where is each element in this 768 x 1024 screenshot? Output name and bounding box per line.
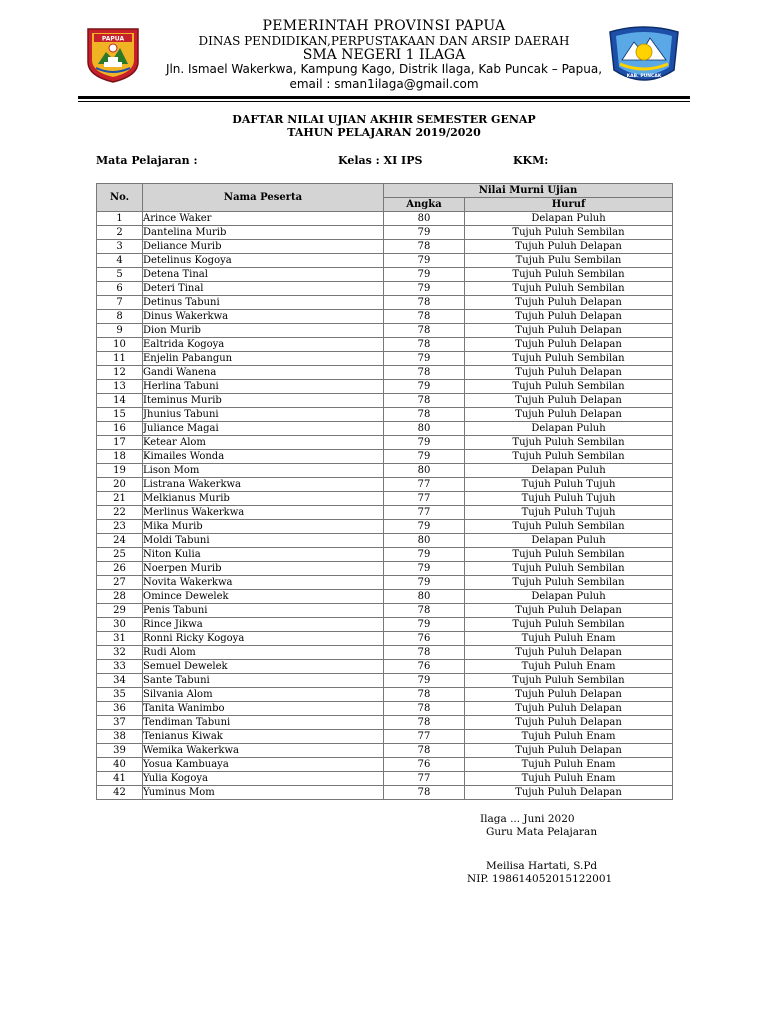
score-number: 77 <box>384 492 465 506</box>
student-name: Listrana Wakerkwa <box>143 478 384 492</box>
row-number: 7 <box>97 296 143 310</box>
student-name: Juliance Magai <box>143 422 384 436</box>
student-name: Omince Dewelek <box>143 590 384 604</box>
kop-government: PEMERINTAH PROVINSI PAPUA <box>262 18 506 34</box>
student-name: Tendiman Tabuni <box>143 716 384 730</box>
score-words: Tujuh Puluh Delapan <box>465 702 673 716</box>
table-row <box>97 660 673 674</box>
student-name: Yosua Kambuaya <box>143 758 384 772</box>
score-words: Tujuh Puluh Delapan <box>465 296 673 310</box>
student-name: Tanita Wanimbo <box>143 702 384 716</box>
row-number: 42 <box>97 786 143 800</box>
table-row <box>97 492 673 506</box>
score-number: 79 <box>384 268 465 282</box>
kop-divider <box>78 96 690 99</box>
score-number: 80 <box>384 534 465 548</box>
student-name: Sante Tabuni <box>143 674 384 688</box>
table-row <box>97 506 673 520</box>
score-number: 79 <box>384 226 465 240</box>
student-name: Detena Tinal <box>143 268 384 282</box>
table-row <box>97 716 673 730</box>
score-number: 78 <box>384 310 465 324</box>
signature-nip: NIP. 198614052015122001 <box>467 873 613 885</box>
table-row <box>97 576 673 590</box>
row-number: 35 <box>97 688 143 702</box>
student-name: Novita Wakerkwa <box>143 576 384 590</box>
row-number: 18 <box>97 450 143 464</box>
row-number: 40 <box>97 758 143 772</box>
score-number: 77 <box>384 772 465 786</box>
score-words: Tujuh Puluh Enam <box>465 632 673 646</box>
row-number: 5 <box>97 268 143 282</box>
score-number: 80 <box>384 590 465 604</box>
student-name: Noerpen Murib <box>143 562 384 576</box>
table-row <box>97 268 673 282</box>
table-row <box>97 394 673 408</box>
table-row <box>97 240 673 254</box>
score-words: Tujuh Puluh Tujuh <box>465 478 673 492</box>
subject-label: Mata Pelajaran : <box>96 154 198 167</box>
score-words: Tujuh Puluh Delapan <box>465 324 673 338</box>
score-words: Tujuh Puluh Sembilan <box>465 268 673 282</box>
score-number: 77 <box>384 478 465 492</box>
table-row <box>97 688 673 702</box>
student-name: Lison Mom <box>143 464 384 478</box>
row-number: 36 <box>97 702 143 716</box>
header-huruf: Huruf <box>465 198 673 212</box>
student-name: Moldi Tabuni <box>143 534 384 548</box>
score-words: Delapan Puluh <box>465 534 673 548</box>
score-number: 79 <box>384 548 465 562</box>
signature-role: Guru Mata Pelajaran <box>486 826 598 838</box>
table-row <box>97 464 673 478</box>
table-row <box>97 478 673 492</box>
score-number: 78 <box>384 716 465 730</box>
score-number: 78 <box>384 408 465 422</box>
score-words: Tujuh Puluh Sembilan <box>465 520 673 534</box>
row-number: 21 <box>97 492 143 506</box>
score-words: Tujuh Puluh Sembilan <box>465 674 673 688</box>
score-words: Tujuh Puluh Enam <box>465 772 673 786</box>
student-name: Tenianus Kiwak <box>143 730 384 744</box>
score-number: 79 <box>384 618 465 632</box>
score-number: 78 <box>384 394 465 408</box>
row-number: 15 <box>97 408 143 422</box>
student-name: Enjelin Pabangun <box>143 352 384 366</box>
student-name: Penis Tabuni <box>143 604 384 618</box>
score-number: 76 <box>384 758 465 772</box>
student-name: Kimailes Wonda <box>143 450 384 464</box>
student-name: Silvania Alom <box>143 688 384 702</box>
score-words: Tujuh Puluh Sembilan <box>465 562 673 576</box>
student-name: Detelinus Kogoya <box>143 254 384 268</box>
score-number: 78 <box>384 604 465 618</box>
score-words: Tujuh Puluh Enam <box>465 730 673 744</box>
score-words: Tujuh Puluh Sembilan <box>465 282 673 296</box>
student-name: Iteminus Murib <box>143 394 384 408</box>
row-number: 3 <box>97 240 143 254</box>
row-number: 41 <box>97 772 143 786</box>
table-row <box>97 548 673 562</box>
score-number: 79 <box>384 436 465 450</box>
row-number: 30 <box>97 618 143 632</box>
kop-email: email : sman1ilaga@gmail.com <box>289 77 479 91</box>
student-name: Jhunius Tabuni <box>143 408 384 422</box>
row-number: 8 <box>97 310 143 324</box>
student-name: Melkianus Murib <box>143 492 384 506</box>
header-angka: Angka <box>384 198 465 212</box>
class-label: Kelas : XI IPS <box>338 154 423 167</box>
score-number: 78 <box>384 786 465 800</box>
table-row <box>97 772 673 786</box>
puncak-logo-text: KAB. PUNCAK <box>626 74 662 79</box>
row-number: 29 <box>97 604 143 618</box>
score-words: Tujuh Puluh Tujuh <box>465 506 673 520</box>
table-row <box>97 702 673 716</box>
table-row <box>97 422 673 436</box>
table-row <box>97 324 673 338</box>
score-number: 78 <box>384 744 465 758</box>
table-row <box>97 338 673 352</box>
score-number: 77 <box>384 730 465 744</box>
score-number: 79 <box>384 450 465 464</box>
row-number: 31 <box>97 632 143 646</box>
score-number: 78 <box>384 702 465 716</box>
table-row <box>97 562 673 576</box>
table-row <box>97 590 673 604</box>
score-words: Tujuh Puluh Delapan <box>465 338 673 352</box>
row-number: 13 <box>97 380 143 394</box>
score-number: 79 <box>384 576 465 590</box>
score-number: 78 <box>384 240 465 254</box>
student-name: Mika Murib <box>143 520 384 534</box>
student-name: Deteri Tinal <box>143 282 384 296</box>
score-words: Tujuh Puluh Delapan <box>465 688 673 702</box>
student-name: Yulia Kogoya <box>143 772 384 786</box>
student-name: Dion Murib <box>143 324 384 338</box>
row-number: 23 <box>97 520 143 534</box>
student-name: Rince Jikwa <box>143 618 384 632</box>
score-words: Delapan Puluh <box>465 422 673 436</box>
score-words: Tujuh Puluh Sembilan <box>465 226 673 240</box>
score-number: 78 <box>384 366 465 380</box>
student-name: Semuel Dewelek <box>143 660 384 674</box>
score-words: Tujuh Puluh Delapan <box>465 786 673 800</box>
score-number: 77 <box>384 506 465 520</box>
score-number: 79 <box>384 282 465 296</box>
table-row <box>97 744 673 758</box>
student-name: Rudi Alom <box>143 646 384 660</box>
score-words: Tujuh Puluh Sembilan <box>465 380 673 394</box>
row-number: 39 <box>97 744 143 758</box>
row-number: 28 <box>97 590 143 604</box>
score-number: 79 <box>384 562 465 576</box>
score-number: 80 <box>384 464 465 478</box>
score-words: Tujuh Puluh Delapan <box>465 240 673 254</box>
score-number: 78 <box>384 688 465 702</box>
document-subtitle: TAHUN PELAJARAN 2019/2020 <box>287 126 481 139</box>
score-words: Tujuh Puluh Delapan <box>465 604 673 618</box>
kop-department: DINAS PENDIDIKAN,PERPUSTAKAAN DAN ARSIP DAERAH <box>198 34 570 48</box>
score-number: 76 <box>384 632 465 646</box>
row-number: 16 <box>97 422 143 436</box>
row-number: 24 <box>97 534 143 548</box>
row-number: 10 <box>97 338 143 352</box>
student-name: Herlina Tabuni <box>143 380 384 394</box>
row-number: 12 <box>97 366 143 380</box>
table-row <box>97 450 673 464</box>
table-row <box>97 408 673 422</box>
score-words: Delapan Puluh <box>465 212 673 226</box>
student-name: Dantelina Murib <box>143 226 384 240</box>
student-name: Ealtrida Kogoya <box>143 338 384 352</box>
score-words: Tujuh Puluh Sembilan <box>465 436 673 450</box>
grades-table <box>96 183 673 800</box>
student-name: Niton Kulia <box>143 548 384 562</box>
table-row <box>97 604 673 618</box>
score-words: Tujuh Puluh Delapan <box>465 408 673 422</box>
row-number: 37 <box>97 716 143 730</box>
table-row <box>97 786 673 800</box>
score-number: 78 <box>384 338 465 352</box>
row-number: 33 <box>97 660 143 674</box>
table-row <box>97 352 673 366</box>
kkm-label: KKM: <box>513 154 549 167</box>
score-number: 79 <box>384 380 465 394</box>
table-row <box>97 296 673 310</box>
score-number: 76 <box>384 660 465 674</box>
score-words: Tujuh Puluh Sembilan <box>465 576 673 590</box>
score-number: 80 <box>384 212 465 226</box>
table-row <box>97 674 673 688</box>
score-number: 79 <box>384 254 465 268</box>
student-name: Merlinus Wakerkwa <box>143 506 384 520</box>
row-number: 9 <box>97 324 143 338</box>
papua-logo-text: PAPUA <box>101 35 125 43</box>
score-number: 78 <box>384 646 465 660</box>
score-words: Tujuh Puluh Enam <box>465 758 673 772</box>
header-nilai-murni: Nilai Murni Ujian <box>384 184 673 198</box>
header-nama: Nama Peserta <box>143 184 384 212</box>
student-name: Wemika Wakerkwa <box>143 744 384 758</box>
row-number: 6 <box>97 282 143 296</box>
score-number: 79 <box>384 520 465 534</box>
grades-table-body <box>97 212 673 800</box>
score-words: Tujuh Puluh Tujuh <box>465 492 673 506</box>
row-number: 1 <box>97 212 143 226</box>
table-row <box>97 366 673 380</box>
table-row <box>97 758 673 772</box>
document-title: DAFTAR NILAI UJIAN AKHIR SEMESTER GENAP <box>232 113 536 126</box>
student-name: Ketear Alom <box>143 436 384 450</box>
row-number: 14 <box>97 394 143 408</box>
table-row <box>97 618 673 632</box>
score-number: 79 <box>384 352 465 366</box>
table-row <box>97 534 673 548</box>
row-number: 17 <box>97 436 143 450</box>
student-name: Yuminus Mom <box>143 786 384 800</box>
row-number: 20 <box>97 478 143 492</box>
table-row <box>97 646 673 660</box>
score-words: Tujuh Puluh Delapan <box>465 366 673 380</box>
header-no: No. <box>97 184 143 212</box>
row-number: 22 <box>97 506 143 520</box>
table-row <box>97 380 673 394</box>
score-words: Tujuh Puluh Delapan <box>465 646 673 660</box>
score-words: Delapan Puluh <box>465 590 673 604</box>
table-row <box>97 212 673 226</box>
student-name: Detinus Tabuni <box>143 296 384 310</box>
table-row <box>97 310 673 324</box>
row-number: 25 <box>97 548 143 562</box>
row-number: 32 <box>97 646 143 660</box>
score-number: 80 <box>384 422 465 436</box>
row-number: 38 <box>97 730 143 744</box>
row-number: 34 <box>97 674 143 688</box>
student-name: Arince Waker <box>143 212 384 226</box>
score-words: Tujuh Puluh Enam <box>465 660 673 674</box>
score-words: Tujuh Pulu Sembilan <box>465 254 673 268</box>
student-name: Deliance Murib <box>143 240 384 254</box>
row-number: 27 <box>97 576 143 590</box>
score-words: Delapan Puluh <box>465 464 673 478</box>
score-number: 78 <box>384 296 465 310</box>
row-number: 4 <box>97 254 143 268</box>
student-name: Ronni Ricky Kogoya <box>143 632 384 646</box>
row-number: 26 <box>97 562 143 576</box>
score-number: 79 <box>384 674 465 688</box>
table-row <box>97 436 673 450</box>
table-row <box>97 254 673 268</box>
kop-address: Jln. Ismael Wakerkwa, Kampung Kago, Distrik Ilaga, Kab Puncak – Papua, <box>165 62 603 76</box>
kop-school-name: SMA NEGERI 1 ILAGA <box>302 47 466 63</box>
student-name: Dinus Wakerkwa <box>143 310 384 324</box>
score-words: Tujuh Puluh Delapan <box>465 744 673 758</box>
score-words: Tujuh Puluh Delapan <box>465 716 673 730</box>
table-row <box>97 730 673 744</box>
kop-divider-thin <box>78 101 690 102</box>
table-row <box>97 520 673 534</box>
row-number: 19 <box>97 464 143 478</box>
table-row <box>97 632 673 646</box>
score-words: Tujuh Puluh Delapan <box>465 310 673 324</box>
table-row <box>97 226 673 240</box>
score-words: Tujuh Puluh Delapan <box>465 394 673 408</box>
table-row <box>97 282 673 296</box>
signature-name: Meilisa Hartati, S.Pd <box>486 860 598 872</box>
signature-place-date: Ilaga ... Juni 2020 <box>480 813 575 825</box>
score-words: Tujuh Puluh Sembilan <box>465 352 673 366</box>
score-words: Tujuh Puluh Sembilan <box>465 548 673 562</box>
score-words: Tujuh Puluh Sembilan <box>465 618 673 632</box>
row-number: 2 <box>97 226 143 240</box>
score-number: 78 <box>384 324 465 338</box>
score-words: Tujuh Puluh Sembilan <box>465 450 673 464</box>
student-name: Gandi Wanena <box>143 366 384 380</box>
row-number: 11 <box>97 352 143 366</box>
